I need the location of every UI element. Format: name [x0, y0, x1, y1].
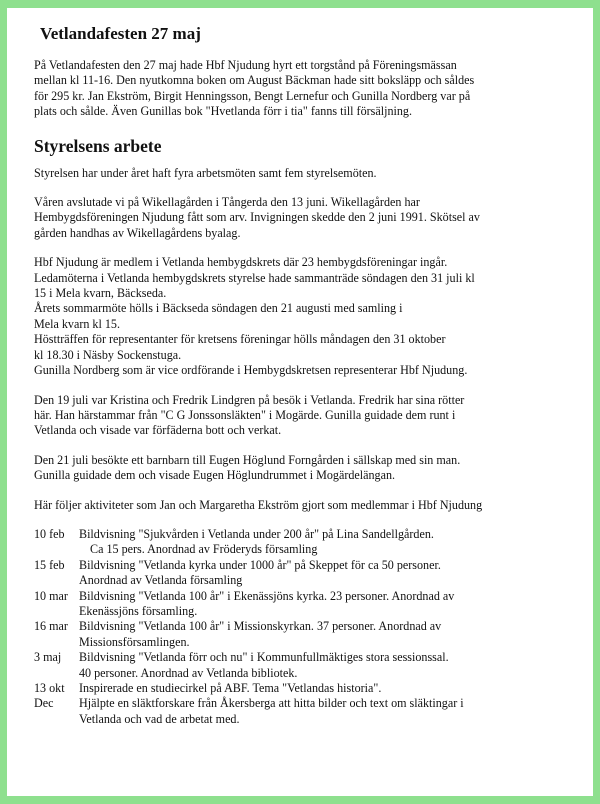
text-line: Styrelsen har under året haft fyra arbetsmöten samt fem styrelsemöten. — [34, 165, 377, 180]
activity-item — [34, 558, 575, 589]
document-page — [7, 8, 593, 796]
activity-date: 3 maj — [34, 650, 62, 665]
activity-date: 10 mar — [34, 588, 68, 603]
text-line: här. Han härstammar från "C G Jonssonsläkten" i Mogärde. Gunilla guidade dem runt i — [34, 407, 456, 422]
section-heading: Styrelsens arbete — [34, 135, 162, 156]
activity-item — [34, 619, 575, 650]
text-line: Hbf Njudung är medlem i Vetlanda hembygdskrets där 23 hembygdsföreningar ingår. — [34, 255, 448, 270]
text-line: Bildvisning "Vetlanda 100 år" i Ekenässjöns kyrka. 23 personer. Anordnad av — [79, 588, 455, 603]
text-line: Våren avslutade vi på Wikellagården i Tångerda den 13 juni. Wikellagården har — [34, 195, 420, 210]
text-line: Vetlanda och visade var förfäderna bott och verkat. — [34, 423, 282, 438]
activity-date: 13 okt — [34, 681, 65, 695]
text-line: Gunilla guidade dem och visade Eugen Höglundrummet i Mogärdelängan. — [34, 468, 396, 483]
text-line: Bildvisning "Vetlanda kyrka under 1000 år" på Skeppet för ca 50 personer. — [79, 557, 441, 572]
paragraph — [34, 498, 575, 513]
text-line: för 295 kr. Jan Ekström, Birgit Henningsson, Bengt Lernefur och Gunilla Nordberg var på — [34, 88, 471, 103]
paragraph — [34, 393, 575, 439]
text-line: Ca 15 pers. Anordnad av Fröderyds församling — [90, 542, 318, 557]
text-line: 15 i Mela kvarn, Bäckseda. — [34, 286, 167, 301]
text-line: Bildvisning "Vetlanda 100 år" i Missionskyrkan. 37 personer. Anordnad av — [79, 619, 442, 634]
text-line: Ledamöterna i Vetlanda hembygdskrets styrelse hade sammanträde söndagen den 31 juli kl — [34, 270, 475, 285]
text-line: plats och sålde. Även Gunillas bok "Hvetlanda förr i tia" fanns till försäljning. — [34, 104, 412, 119]
text-line: På Vetlandafesten den 27 maj hade Hbf Njudung hyrt ett torgstånd på Föreningsmässan — [34, 58, 457, 72]
text-line: Anordnad av Vetlanda församling — [79, 573, 243, 588]
text-line: Bildvisning "Sjukvården i Vetlanda under 200 år" på Lina Sandellgården. — [79, 526, 434, 541]
paragraph — [34, 166, 575, 181]
activity-text — [79, 696, 575, 727]
activity-item — [34, 681, 575, 696]
intro-paragraph — [34, 58, 575, 120]
text-line: Bildvisning "Vetlanda förr och nu" i Kommunfullmäktiges stora sessionssal. — [79, 650, 449, 665]
activity-date: Dec — [34, 696, 54, 711]
activity-text — [79, 527, 575, 558]
activity-text — [79, 650, 575, 681]
paragraph — [34, 453, 575, 484]
text-line: Hjälpte en släktforskare från Åkersberga att hitta bilder och text om släktingar i — [79, 696, 464, 711]
text-line: Höstträffen för representanter för kretsens föreningar hölls måndagen den 31 oktober — [34, 332, 446, 347]
text-line: Här följer aktiviteter som Jan och Margaretha Ekström gjort som medlemmar i Hbf Njudung — [34, 497, 483, 512]
text-line: Gunilla Nordberg som är vice ordförande i Hembygdskretsen representerar Hbf Njudung. — [34, 363, 468, 378]
activity-item — [34, 650, 575, 681]
activity-text — [79, 681, 575, 696]
activity-list — [34, 527, 575, 727]
paragraph — [34, 255, 575, 378]
activity-text — [79, 558, 575, 589]
text-line: gården handhas av Wikellagårdens byalag. — [34, 225, 241, 240]
text-line: Ekenässjöns församling. — [79, 603, 198, 618]
text-line: mellan kl 11-16. Den nyutkomna boken om August Bäckman hade sitt boksläpp och såldes — [34, 73, 475, 88]
text-line: Inspirerade en studiecirkel på ABF. Tema "Vetlandas historia". — [79, 681, 382, 695]
activity-item — [34, 527, 575, 558]
activity-text — [79, 619, 575, 650]
text-line: Årets sommarmöte hölls i Bäckseda söndagen den 21 augusti med samling i — [34, 301, 403, 316]
activity-date: 16 mar — [34, 619, 68, 634]
text-line: Den 19 juli var Kristina och Fredrik Lindgren på besök i Vetlanda. Fredrik har sina rötter — [34, 392, 465, 407]
activity-text — [79, 589, 575, 620]
text-line: Missionsförsamlingen. — [79, 634, 190, 649]
activity-date: 15 feb — [34, 557, 65, 572]
text-line: Den 21 juli besökte ett barnbarn till Eugen Höglund Forngården i sällskap med sin man. — [34, 452, 461, 467]
activity-date: 10 feb — [34, 526, 65, 541]
text-line: Mela kvarn kl 15. — [34, 316, 120, 331]
page-title: Vetlandafesten 27 maj — [40, 24, 201, 43]
text-line: Vetlanda och vad de arbetat med. — [79, 711, 240, 726]
activity-item — [34, 696, 575, 727]
paragraph — [34, 195, 575, 241]
text-line: 40 personer. Anordnad av Vetlanda bibliotek. — [79, 665, 298, 680]
text-line: kl 18.30 i Näsby Sockenstuga. — [34, 347, 182, 362]
activity-item — [34, 589, 575, 620]
text-line: Hembygdsföreningen Njudung fått som arv. Invigningen skedde den 2 juni 1991. Skötsel av — [34, 210, 480, 225]
